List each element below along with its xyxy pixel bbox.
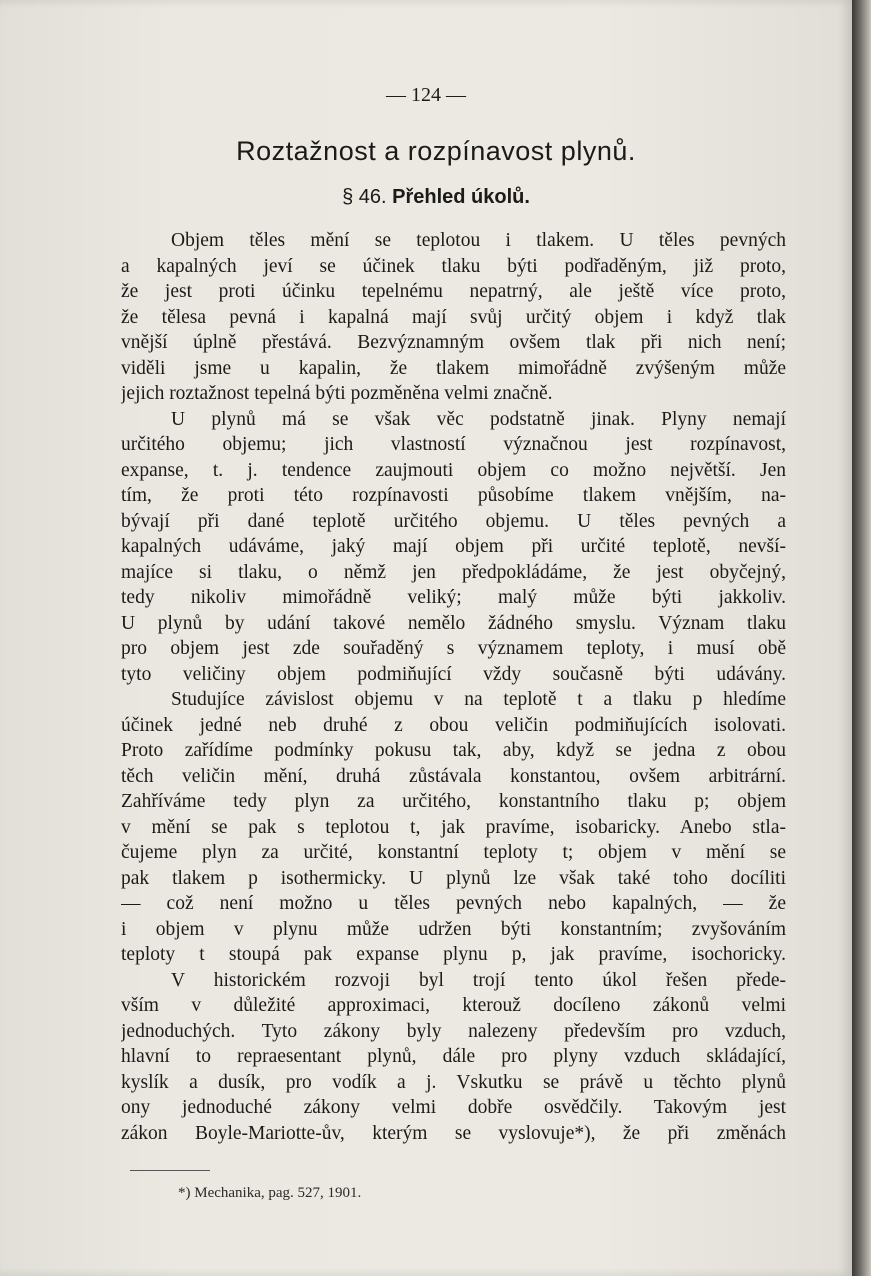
text-line: kyslík a dusík, pro vodík a j. Vskutku se právě u těchto plynů [121, 1071, 786, 1093]
text-line: čujeme plyn za určité, konstantní teploty t; objem v mění se [121, 842, 786, 863]
text-line: že tělesa pevná i kapalná mají svůj určitý objem i když tlak [121, 306, 786, 328]
text-line: Objem těles mění se teplotou i tlakem. U těles pevných [171, 230, 786, 251]
section-title: Přehled úkolů. [392, 186, 530, 208]
text-line: zákon Boyle-Mariotte-ův, kterým se vyslovuje*), že při změnách [121, 1122, 786, 1144]
footnote-divider [130, 1170, 210, 1171]
text-line: kapalných udáváme, jaký mají objem při určité teplotě, nevší- [121, 536, 786, 557]
footnote: *) Mechanika, pag. 527, 1901. [178, 1185, 362, 1201]
text-line: hlavní to repraesentant plynů, dále pro plyny vzduch skládající, [121, 1046, 786, 1067]
text-line: tyto veličiny objem podmiňující vždy současně býti udávány. [121, 663, 786, 685]
section-number: 46. [358, 186, 387, 208]
text-line: viděli jsme u kapalin, že tlakem mimořádně zvýšeným může [121, 357, 786, 379]
text-line: jednoduchých. Tyto zákony byly nalezeny především pro vzduch, [121, 1020, 786, 1042]
text-line: vším v důležité approximaci, kterouž docíleno zákonů velmi [121, 995, 786, 1016]
book-page-edge [852, 0, 871, 1276]
text-line: U plynů má se však věc podstatně jinak. Plyny nemají [171, 408, 786, 430]
text-line: určitého objemu; jich vlastností význačnou jest rozpínavost, [121, 434, 786, 455]
text-line: účinek jedné neb druhé z obou veličin podmiňujících isolovati. [121, 714, 786, 736]
text-line: expanse, t. j. tendence zaujmouti objem co možno největší. Jen [121, 459, 786, 481]
text-line: pak tlakem p isothermicky. U plynů lze však také toho docíliti [121, 867, 786, 889]
text-line: U plynů by udání takové nemělo žádného smyslu. Význam tlaku [121, 612, 786, 634]
text-line: tím, že proti této rozpínavosti působíme tlakem vnějším, na- [121, 485, 786, 506]
text-line: a kapalných jeví se účinek tlaku býti podřaděným, již proto, [121, 255, 786, 277]
text-line: že jest proti účinku tepelnému nepatrný, ale ještě více proto, [121, 281, 786, 302]
section-heading [0, 186, 871, 209]
text-line: Studujíce závislost objemu v na teplotě t a tlaku p hledíme [171, 689, 786, 710]
text-line: V historickém rozvoji byl trojí tento úkol řešen přede- [171, 969, 786, 991]
text-line: majíce si tlaku, o němž jen předpokládáme, že jest obyčejný, [121, 561, 786, 583]
text-line: tedy nikoliv mimořádně veliký; malý může býti jakkoliv. [121, 587, 786, 608]
text-line: ony jednoduché zákony velmi dobře osvědčily. Takovým jest [121, 1097, 786, 1118]
text-line: pro objem jest zde souřaděný s významem teploty, i musí obě [121, 638, 786, 659]
text-line: vnější úplně přestává. Bezvýznamným ovšem tlak při nich není; [121, 332, 786, 353]
text-line: teploty t stoupá pak expanse plynu p, jak pravíme, isochoricky. [121, 944, 786, 965]
text-line: i objem v plynu může udržen býti konstantním; zvyšováním [121, 918, 786, 940]
text-line: těch veličin mění, druhá zůstávala konstantou, ovšem arbitrární. [121, 765, 786, 787]
section-symbol: § [342, 186, 354, 208]
chapter-title: Roztažnost a rozpínavost plynů. [236, 136, 636, 166]
text-line: Zahříváme tedy plyn za určitého, konstantního tlaku p; objem [121, 791, 786, 812]
text-line: — což není možno u těles pevných nebo kapalných, — že [121, 893, 786, 914]
text-line: jejich roztažnost tepelná býti pozměněna velmi značně. [121, 383, 553, 404]
text-line: v mění se pak s teplotou t, jak pravíme, isobaricky. Anebo stla- [121, 816, 786, 838]
text-line: Proto zařídíme podmínky pokusu tak, aby, když se jedna z obou [121, 740, 786, 761]
text-line: bývají při dané teplotě určitého objemu. U těles pevných a [121, 510, 786, 532]
page-number: — 124 — [386, 84, 466, 106]
body-text [121, 228, 786, 1146]
